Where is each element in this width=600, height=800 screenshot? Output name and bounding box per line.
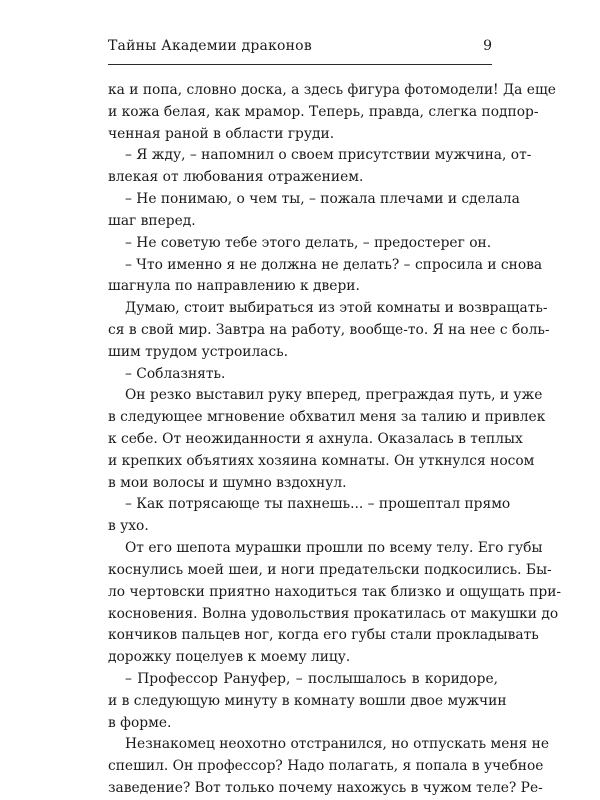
text-line: заведение? Вот только почему нахожусь в чужом теле? Ре- bbox=[108, 780, 543, 796]
text-line: в форме. bbox=[108, 714, 172, 731]
text-line: косновения. Волна удовольствия прокатилась от макушки до bbox=[108, 605, 559, 622]
text-line: От его шепота мурашки прошли по всему телу. Его губы bbox=[125, 540, 543, 557]
text-line: ло чертовски приятно находиться так близко и ощущать при- bbox=[108, 583, 562, 600]
text-line: дорожку поцелуев к моему лицу. bbox=[108, 649, 351, 666]
text-line: – Соблазнять. bbox=[125, 365, 226, 382]
text-line: кончиков пальцев ног, когда его губы стали прокладывать bbox=[108, 627, 539, 644]
text-line: Он резко выставил руку вперед, преграждая путь, и уже bbox=[125, 387, 543, 404]
text-line: и крепких объятиях хозяина комнаты. Он уткнулся носом bbox=[108, 452, 535, 469]
book-title: Тайны Академии драконов bbox=[108, 38, 312, 54]
text-line: Незнакомец неохотно отстранился, но отпускать меня не bbox=[125, 736, 550, 753]
text-line: и кожа белая, как мрамор. Теперь, правда, слегка подпор- bbox=[108, 103, 539, 120]
text-line: шим трудом устроилась. bbox=[108, 343, 289, 360]
text-line: влекая от любования отражением. bbox=[108, 169, 364, 186]
text-line: к себе. От неожиданности я ахнула. Оказалась в теплых bbox=[108, 431, 523, 447]
text-line: ченная раной в области груди. bbox=[108, 125, 335, 142]
text-line: ка и попа, словно доска, а здесь фигура фотомодели! Да еще bbox=[108, 82, 556, 98]
text-line: – Профессор Рануфер, – послышалось в коридоре, bbox=[125, 670, 498, 687]
text-line: шаг вперед. bbox=[108, 212, 196, 229]
text-line: спешил. Он профессор? Надо полагать, я попала в учебное bbox=[108, 758, 544, 775]
text-line: и в следующую минуту в комнату вошли двое мужчин bbox=[108, 692, 507, 709]
text-line: ся в свой мир. Завтра на работу, вообще-то. Я на нее с боль- bbox=[108, 321, 550, 338]
text-line: – Как потрясающе ты пахнешь... – прошептал прямо bbox=[125, 496, 511, 513]
text-line: в мои волосы и шумно вздохнул. bbox=[108, 474, 347, 491]
page-body-text bbox=[108, 80, 562, 800]
text-line: шагнула по направлению к двери. bbox=[108, 278, 360, 295]
text-line: в ухо. bbox=[108, 518, 149, 535]
text-line: Думаю, стоит выбираться из этой комнаты и возвращать- bbox=[125, 300, 548, 317]
text-line: – Я жду, – напомнил о своем присутствии мужчина, от- bbox=[125, 147, 532, 164]
text-line: в следующее мгновение обхватил меня за талию и привлек bbox=[108, 409, 546, 426]
text-line: – Не советую тебе этого делать, – предостерег он. bbox=[125, 234, 492, 251]
text-line: – Не понимаю, о чем ты, – пожала плечами и сделала bbox=[125, 191, 520, 208]
running-header bbox=[108, 38, 492, 65]
page-number: 9 bbox=[483, 38, 492, 54]
text-line: коснулись моей шеи, и ноги предательски подкосились. Бы- bbox=[108, 561, 552, 578]
text-line: – Что именно я не должна не делать? – спросила и снова bbox=[125, 256, 543, 273]
